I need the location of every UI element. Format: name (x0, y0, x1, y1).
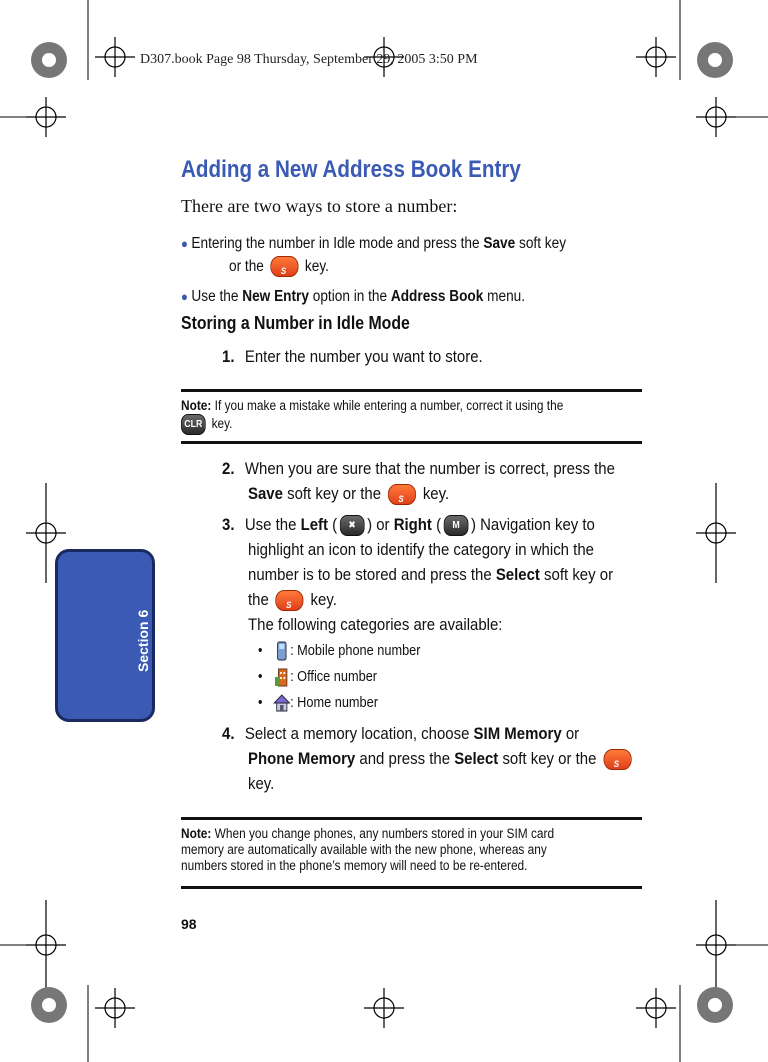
text: the (248, 590, 273, 609)
text: Select a memory location, choose (244, 724, 474, 743)
category-office (258, 667, 377, 687)
text: menu. (483, 288, 526, 305)
text: soft key or (539, 565, 614, 584)
text: If you make a mistake while entering a number, correct it using the (211, 398, 564, 413)
step-number: 1. (222, 347, 235, 366)
step-3-line5: The following categories are available: (248, 615, 503, 634)
bullet-icon: ● (181, 236, 188, 251)
text: ) or (367, 515, 394, 534)
text: Use the (191, 288, 243, 305)
text: Section 6 (135, 609, 151, 672)
text-bold: Select (495, 565, 540, 584)
step-number: 3. (222, 515, 235, 534)
send-key-icon (276, 590, 304, 611)
text: or (561, 724, 580, 743)
intro-text: There are two ways to store a number: (181, 196, 458, 216)
page-number: 98 (181, 916, 197, 932)
text: ) Navigation key to (470, 515, 595, 534)
text: key. (418, 484, 450, 503)
bullet-icon: • (258, 641, 274, 659)
bullet-icon: ● (181, 289, 188, 304)
text-bold: Address Book (390, 288, 484, 305)
bullet-1-cont (229, 254, 329, 279)
text: option in the (308, 288, 391, 305)
send-key-icon (270, 256, 298, 277)
note-label: Note: (181, 826, 212, 841)
bullet-icon: • (258, 693, 274, 711)
step-4-line2 (248, 746, 634, 771)
clear-key-icon: CLR (181, 414, 206, 435)
text: and press the (355, 749, 455, 768)
print-header: D307.book Page 98 Thursday, September 29, 2005 3:50 PM (140, 52, 478, 67)
navigation-right-icon: M (444, 515, 469, 536)
note-2 (181, 826, 554, 874)
text: Entering the number in Idle mode and press the (191, 235, 484, 252)
step-number: 2. (222, 459, 235, 478)
text: soft key (515, 235, 567, 252)
text: soft key or the (498, 749, 601, 768)
step-2-cont (248, 481, 449, 506)
mobile-phone-icon (273, 641, 290, 661)
text: key. (301, 258, 329, 275)
category-mobile (258, 641, 421, 661)
office-building-icon (273, 667, 290, 687)
text-bold: Save (248, 484, 283, 503)
text: or the (229, 258, 268, 275)
step-3-line2: highlight an icon to identify the category in which the (248, 540, 594, 559)
text: ( (431, 515, 442, 534)
step-4 (222, 721, 579, 746)
step-1 (222, 344, 483, 369)
text: Enter the number you want to store. (244, 347, 483, 366)
section-subheading: Storing a Number in Idle Mode (181, 313, 410, 333)
text: number is to be stored and press the (248, 565, 496, 584)
text: ( (328, 515, 338, 534)
step-4-line3: key. (248, 774, 275, 793)
page-title: Adding a New Address Book Entry (181, 156, 521, 183)
text: : Office number (290, 667, 378, 685)
category-home (258, 693, 378, 713)
navigation-left-icon: ✖ (340, 515, 365, 536)
text-bold: Select (454, 749, 499, 768)
divider (181, 441, 642, 444)
note-1 (181, 398, 563, 435)
text: key. (208, 416, 233, 432)
divider (181, 817, 642, 820)
home-icon (273, 693, 290, 713)
text: : Home number (290, 693, 378, 711)
text: Use the (244, 515, 301, 534)
text-bold: Right (393, 515, 432, 534)
text: soft key or the (282, 484, 386, 503)
step-3-line3 (248, 562, 613, 587)
note-label: Note: (181, 398, 212, 413)
step-number: 4. (222, 724, 235, 743)
text: When you change phones, any numbers stored in your SIM card (211, 826, 555, 841)
bullet-1 (181, 231, 566, 256)
send-key-icon (603, 749, 631, 770)
bullet-icon: • (258, 667, 274, 685)
text: key. (306, 590, 337, 609)
text-bold: Save (483, 235, 516, 252)
send-key-icon (388, 484, 416, 505)
text-bold: New Entry (242, 288, 309, 305)
step-3 (222, 512, 595, 537)
divider (181, 389, 642, 392)
text: numbers stored in the phone’s memory will need to be re-entered. (181, 858, 528, 873)
text: memory are automatically available with the new phone, whereas any (181, 842, 547, 857)
text-bold: SIM Memory (473, 724, 562, 743)
text: When you are sure that the number is correct, press the (244, 459, 615, 478)
section-tab-label (135, 610, 151, 672)
bullet-2 (181, 284, 525, 309)
text-bold: Phone Memory (248, 749, 356, 768)
text-bold: Left (300, 515, 329, 534)
step-3-line4 (248, 587, 337, 612)
text: : Mobile phone number (290, 641, 421, 659)
divider (181, 886, 642, 889)
step-2 (222, 456, 615, 481)
